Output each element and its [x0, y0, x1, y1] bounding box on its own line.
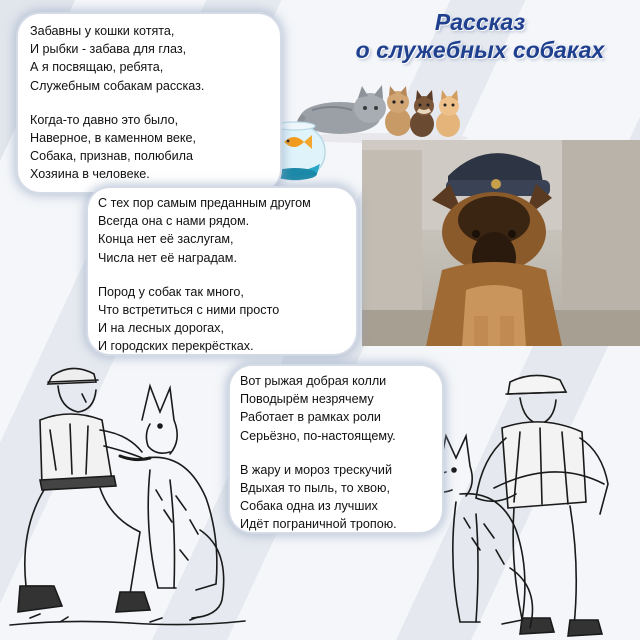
poem-line: Хозяина в человеке.	[30, 167, 150, 182]
poem-line: Когда-то давно это было,	[30, 112, 179, 127]
poem-stanza	[30, 111, 270, 184]
dog-photo	[362, 140, 640, 346]
poem-line: С тех пор самым преданным другом	[98, 196, 311, 210]
soldier-with-dog-right-illustration	[410, 368, 640, 638]
poem-line: Всегда она с нами рядом.	[98, 214, 250, 229]
poem-stanza	[240, 461, 432, 534]
poem-line: Вот рыжая добрая колли	[240, 374, 387, 388]
poem-line: И рыбки - забава для глаз,	[30, 42, 187, 57]
poem-stanza	[98, 194, 346, 267]
poem-line: И городских перекрёстках.	[98, 339, 254, 354]
page-title	[330, 8, 630, 64]
poem-line: И на лесных дорогах,	[98, 321, 224, 336]
poem-line: Собака, признав, полюбила	[30, 149, 194, 164]
soldier-with-dog-left-illustration	[0, 360, 250, 635]
german-shepherd-image	[362, 140, 640, 346]
poem-line: Пород у собак так много,	[98, 284, 244, 299]
poem-card-1	[18, 14, 280, 192]
poem-stanza	[30, 22, 270, 95]
poem-line: Конца нет её заслугам,	[98, 232, 234, 247]
poem-stanza	[98, 283, 346, 356]
poem-line: А я посвящаю, ребята,	[30, 60, 164, 75]
poem-line: В жару и мороз трескучий	[240, 462, 392, 477]
title-line-1: Рассказ	[434, 9, 526, 35]
poem-line: Что встретиться с ними просто	[98, 303, 280, 318]
poem-card-2	[88, 188, 356, 354]
poem-line: Числа нет её наградам.	[98, 250, 237, 265]
poem-line: Поводырём незрячему	[240, 392, 374, 407]
poem-line: Забавны у кошки котята,	[30, 24, 175, 38]
poem-line: Серьёзно, по-настоящему.	[240, 428, 396, 443]
title-line-2: о служебных собаках	[355, 37, 605, 63]
poem-line: Служебным собакам рассказ.	[30, 78, 205, 93]
poem-line: Вдыхая то пыль, то хвою,	[240, 481, 390, 496]
poem-card-3	[230, 366, 442, 532]
poem-line: Собака одна из лучших	[240, 499, 378, 514]
poem-line: Идёт пограничной тропою.	[240, 517, 397, 532]
poem-line: Работает в рамках роли	[240, 410, 381, 425]
poem-line: Наверное, в каменном веке,	[30, 131, 197, 146]
poem-stanza	[240, 372, 432, 445]
